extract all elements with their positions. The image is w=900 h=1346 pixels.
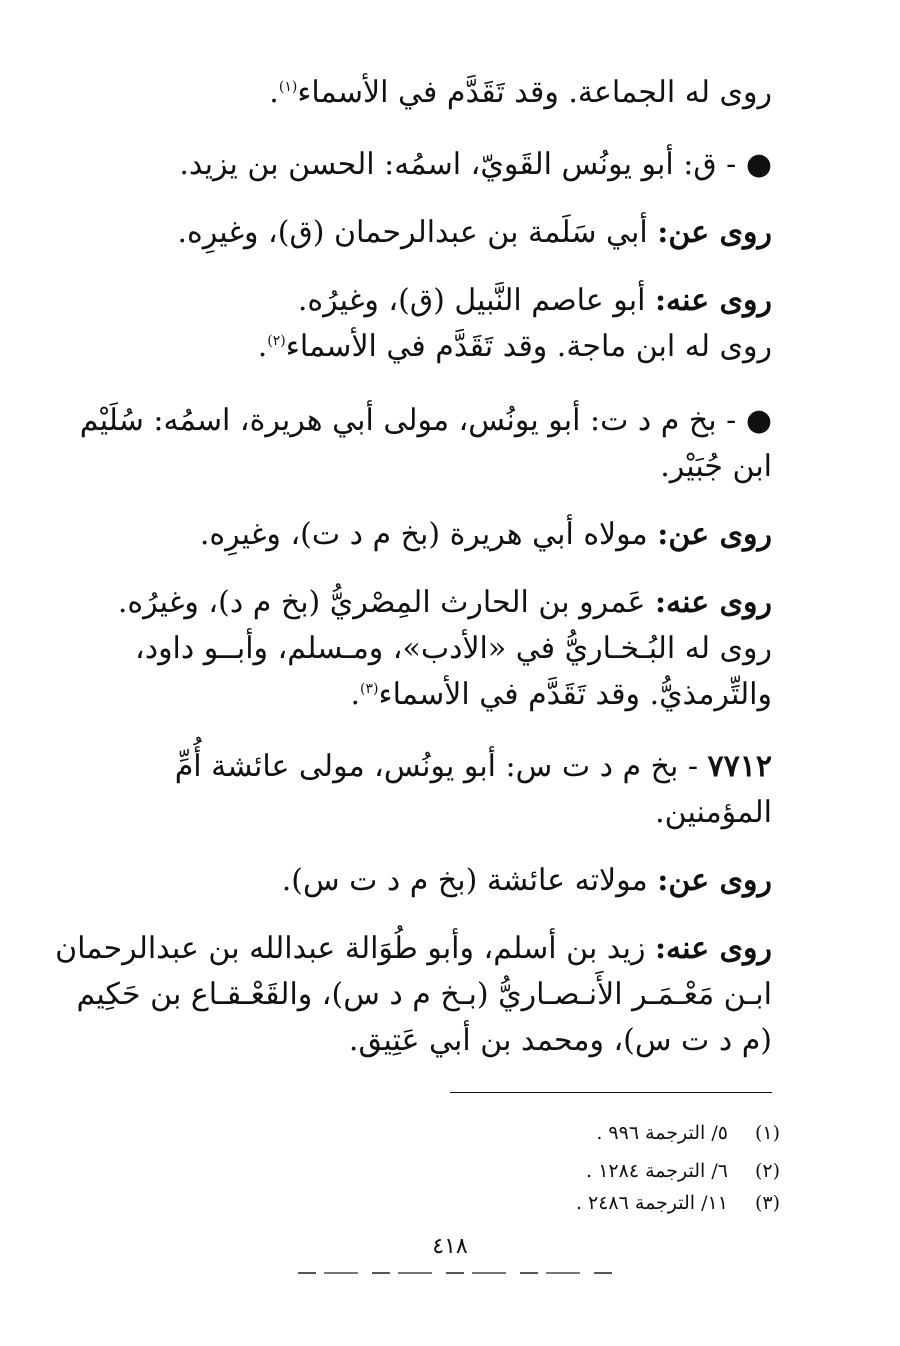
footnote-text: ٦/ الترجمة ١٢٨٤ .: [586, 1160, 728, 1182]
page-number: ٤١٨: [432, 1234, 468, 1259]
narrated-by-line: روى عنه: أبو عاصم النَّبيل (ق)، وغيرُه.: [297, 283, 772, 318]
footnote-ref-1: (١): [278, 79, 298, 95]
scan-artifact-line: [298, 1272, 620, 1274]
narrated-from-label: روى عن:: [657, 863, 772, 898]
footnote-text: ٥/ الترجمة ٩٩٦ .: [596, 1122, 728, 1144]
entry-abu-yunus-mawla-abi-hurayra: ● - بخ م د ت: أبو يونُس، مولى أبي هريرة، اسمُه: سُلَيْم: [79, 403, 772, 438]
narrated-by-line: روى عنه: زيد بن أسلم، وأبو طُوَالة عبدالله بن عبدالرحمان: [55, 931, 772, 966]
line-1: روى له الجماعة. وقد تَقَدَّم في الأسماء$^{(١)}$.: [269, 75, 772, 110]
footnote-ref-2: (٢): [267, 333, 286, 349]
line-16: ابـن مَعْـمَـر الأَنـصـاريُّ (بـخ م د س)، والقَعْـقـاع بن حَكِيم: [76, 977, 772, 1012]
footnote-text: ١١/ الترجمة ٢٤٨٦ .: [575, 1192, 728, 1214]
line-13: المؤمنين.: [655, 795, 772, 830]
footnote-1: [300, 1120, 780, 1146]
line-17: (م د ت س)، ومحمد بن أبي عَتِيق.: [348, 1023, 772, 1058]
narrated-from-line: روى عن: مولاته عائشة (بخ م د ت س).: [281, 863, 772, 898]
narrated-from-label: روى عن:: [657, 215, 772, 250]
narrated-from-label: روى عن:: [657, 517, 772, 552]
line-11: والتِّرمذيُّ. وقد تَقَدَّم في الأسماء$^{(٣)}$.: [350, 677, 772, 712]
footnote-ref-3: (٣): [360, 681, 379, 697]
entry-7712: ٧٧١٢ - بخ م د ت س: أبو يونُس، مولى عائشة أُمِّ: [174, 749, 772, 784]
footnote-2: [300, 1158, 780, 1184]
narrated-by-label: روى عنه:: [654, 283, 772, 318]
line-5: روى له ابن ماجة. وقد تَقَدَّم في الأسماء$^{(٢)}$.: [257, 329, 772, 364]
bullet-icon: ●: [745, 147, 772, 182]
footnote-divider: [450, 1092, 772, 1093]
narrated-by-label: روى عنه:: [654, 931, 772, 966]
narrated-by-line: روى عنه: عَمرو بن الحارث المِصْريُّ (بخ م د)، وغيرُه.: [117, 585, 772, 620]
line-10: روى له البُـخـاريُّ في «الأدب»، ومـسلم، وأبــو داود،: [135, 631, 772, 666]
entry-number: ٧٧١٢: [707, 749, 772, 784]
bullet-icon: ●: [745, 403, 772, 438]
footnote-3: [300, 1190, 780, 1216]
footnote-number: (٣): [754, 1192, 780, 1214]
narrated-by-label: روى عنه:: [654, 585, 772, 620]
narrated-from-line: روى عن: مولاه أبي هريرة (بخ م د ت)، وغيرِه.: [199, 517, 772, 552]
footnote-number: (١): [754, 1122, 780, 1144]
entry-abu-yunus-al-qawi: ● - ق: أبو يونُس القَويّ، اسمُه: الحسن بن يزيد.: [179, 147, 772, 182]
narrated-from-line: روى عن: أبي سَلَمة بن عبدالرحمان (ق)، وغيرِه.: [177, 215, 772, 250]
footnote-number: (٢): [754, 1160, 780, 1182]
line-7: ابن جُبَيْر.: [660, 449, 772, 484]
